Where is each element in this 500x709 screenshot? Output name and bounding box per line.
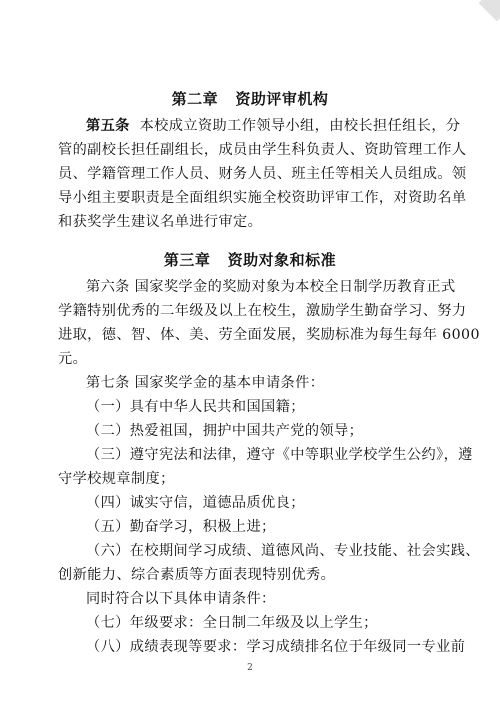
page-number: 2 xyxy=(247,663,253,673)
article-5-line-1 xyxy=(86,116,461,136)
condition-5: （五）勤奋学习，积极上进； xyxy=(86,519,276,535)
condition-4: （四）诚实守信，道德品质优良； xyxy=(86,495,305,511)
article-5-text: 本校成立资助工作领导小组，由校长担任组长，分 xyxy=(139,118,461,134)
chapter-3-heading: 第三章 资助对象和标准 xyxy=(163,251,337,269)
article-5-line-4: 导小组主要职责是全面组织实施全校资助评审工作，对资助名单 xyxy=(58,190,467,206)
condition-8-line-1: （八）成绩表现等要求：学习成绩排名位于年级同一专业前 xyxy=(86,639,466,655)
condition-3-line-1: （三）遵守宪法和法律，遵守《中等职业学校学生公约》，遵 xyxy=(86,447,473,463)
article-5-label: 第五条 xyxy=(86,118,130,134)
article-6-line-4: 元。 xyxy=(58,351,88,367)
additional-conditions-intro: 同时符合以下具体申请条件： xyxy=(86,591,276,607)
page-corner-fold xyxy=(478,0,500,22)
chapter-2-heading: 第二章 资助评审机构 xyxy=(171,90,329,108)
condition-7: （七）年级要求：全日制二年级及以上学生； xyxy=(86,615,378,631)
article-6-line-3: 进取，德、智、体、美、劳全面发展，奖励标准为每生每年 6000 xyxy=(58,327,480,343)
article-5-line-2: 管的副校长担任副组长，成员由学生科负责人、资助管理工作人 xyxy=(58,142,467,158)
condition-1: （一）具有中华人民共和国国籍； xyxy=(86,399,305,415)
condition-6-line-2: 创新能力、综合素质等方面表现特别优秀。 xyxy=(58,567,336,583)
article-5-line-5: 和获奖学生建议名单进行审定。 xyxy=(58,214,263,230)
condition-3-line-2: 守学校规章制度； xyxy=(58,471,175,487)
condition-6-line-1: （六）在校期间学习成绩、道德风尚、专业技能、社会实践、 xyxy=(86,543,480,559)
article-5-line-3: 员、学籍管理工作人员、财务人员、班主任等相关人员组成。领 xyxy=(58,166,467,182)
article-6-line-1: 第六条 国家奖学金的奖励对象为本校全日制学历教育正式 xyxy=(86,279,456,295)
article-7-intro: 第七条 国家奖学金的基本申请条件： xyxy=(86,375,325,391)
condition-2: （二）热爱祖国，拥护中国共产党的领导； xyxy=(86,423,364,439)
article-6-line-2: 学籍特别优秀的二年级及以上在校生，激励学生勤奋学习、努力 xyxy=(58,303,467,319)
